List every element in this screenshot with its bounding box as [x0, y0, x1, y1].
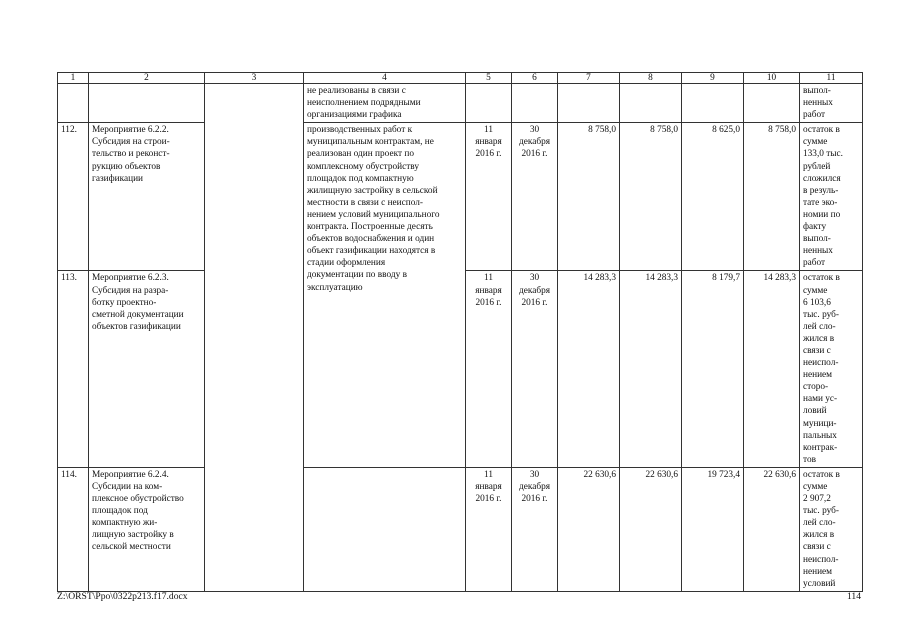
column-header: 7: [558, 73, 620, 84]
cell-status-text: производственных работ к муниципальным контрактам, не реализован один проект по комплексному обустройству площадок под компактную жилищную застройку в сельской местности в связи с неиспол- нением условий муниципального контракта. Построенные десять объектов водоснабжения и один объект газификации находятся в стадии оформления документации по вводу в эксплуатацию: [304, 123, 466, 468]
value-col10: 8 758,0: [744, 123, 800, 271]
value-col10: 14 283,3: [744, 271, 800, 468]
value-col9: 8 625,0: [682, 123, 744, 271]
page-number: 114: [846, 591, 861, 602]
cell-col3-merged: [205, 84, 304, 592]
value-col8: 22 630,6: [620, 467, 682, 591]
start-date: 11 января 2016 г.: [466, 271, 512, 468]
cell-empty: [89, 84, 205, 123]
measure-name: Мероприятие 6.2.3. Субсидия на разра- ботку проектно- сметной документации объектов газификации: [89, 271, 205, 468]
row-number: 112.: [58, 123, 89, 271]
cell-empty: [304, 467, 466, 591]
column-header: 4: [304, 73, 466, 84]
value-col9: 19 723,4: [682, 467, 744, 591]
cell-empty: [682, 84, 744, 123]
value-col8: 14 283,3: [620, 271, 682, 468]
table-row: [58, 123, 863, 271]
column-header: 6: [512, 73, 558, 84]
column-header: 11: [800, 73, 863, 84]
start-date: 11 января 2016 г.: [466, 467, 512, 591]
table-row: [58, 467, 863, 591]
column-header: 5: [466, 73, 512, 84]
measure-name: Мероприятие 6.2.2. Субсидия на строи- тельство и реконст- рукцию объектов газификации: [89, 123, 205, 271]
start-date: 11 января 2016 г.: [466, 123, 512, 271]
column-header: 9: [682, 73, 744, 84]
cell-empty: [620, 84, 682, 123]
column-number-row: [58, 73, 863, 84]
value-col7: 14 283,3: [558, 271, 620, 468]
end-date: 30 декабря 2016 г.: [512, 123, 558, 271]
value-col7: 22 630,6: [558, 467, 620, 591]
file-path: Z:\ORST\Ppo\0322p213.f17.docx: [57, 591, 188, 602]
column-header: 2: [89, 73, 205, 84]
value-col8: 8 758,0: [620, 123, 682, 271]
report-table: [57, 72, 863, 592]
cell-empty: [512, 84, 558, 123]
row-number: 113.: [58, 271, 89, 468]
value-col9: 8 179,7: [682, 271, 744, 468]
cell-note: выпол- ненных работ: [800, 84, 863, 123]
cell-status-continuation: не реализованы в связи с неисполнением подрядными организациями графика: [304, 84, 466, 123]
cell-empty: [744, 84, 800, 123]
column-header: 1: [58, 73, 89, 84]
end-date: 30 декабря 2016 г.: [512, 467, 558, 591]
cell-empty: [466, 84, 512, 123]
value-col7: 8 758,0: [558, 123, 620, 271]
value-col10: 22 630,6: [744, 467, 800, 591]
cell-note: остаток в сумме 2 907,2 тыс. руб- лей сло- жился в связи с неиспол- нением условий: [800, 467, 863, 591]
column-header: 10: [744, 73, 800, 84]
column-header: 3: [205, 73, 304, 84]
column-header: 8: [620, 73, 682, 84]
continuation-row: [58, 84, 863, 123]
cell-empty: [558, 84, 620, 123]
measure-name: Мероприятие 6.2.4. Субсидии на ком- плексное обустройство площадок под компактную жи- лищную застройку в сельской местности: [89, 467, 205, 591]
cell-note: остаток в сумме 6 103,6 тыс. руб- лей сло- жился в связи с неиспол- нением сторо- нами ус- ловий муници- пальных контрак- тов: [800, 271, 863, 468]
row-number: 114.: [58, 467, 89, 591]
cell-note: остаток в сумме 133,0 тыс. рублей сложился в резуль- тате эко- номии по факту выпол- ненных работ: [800, 123, 863, 271]
end-date: 30 декабря 2016 г.: [512, 271, 558, 468]
cell-empty: [58, 84, 89, 123]
